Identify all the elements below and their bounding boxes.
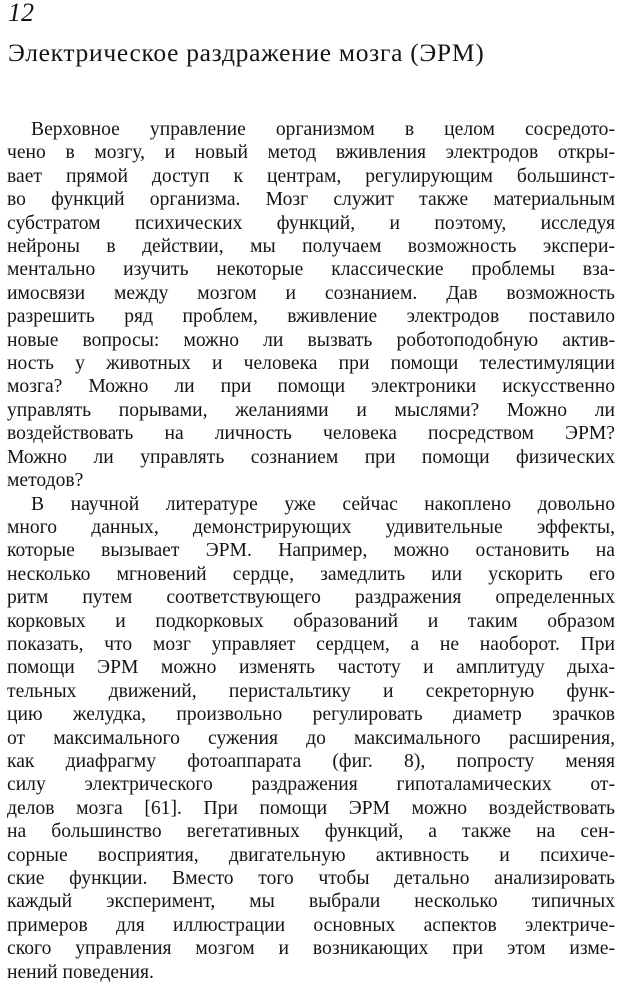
- text-line: во функций организма. Мозг служит также материальным: [7, 188, 615, 211]
- text-line: тельных движений, перистальтику и секреторную функ-: [7, 680, 615, 703]
- text-line: воздействовать на личность человека посредством ЭРМ?: [7, 422, 615, 445]
- text-line: вает прямой доступ к центрам, регулирующим большинст-: [7, 165, 615, 188]
- text-line: сорные восприятия, двигательную активность и психиче-: [7, 844, 615, 867]
- text-line: чено в мозгу, и новый метод вживления электродов откры-: [7, 141, 615, 164]
- text-line: каждый эксперимент, мы выбрали несколько типичных: [7, 890, 615, 913]
- text-line: ность у животных и человека при помощи телестимуляции: [7, 352, 615, 375]
- text-line: много данных, демонстрирующих удивительные эффекты,: [7, 516, 615, 539]
- text-line: ментально изучить некоторые классические проблемы вза-: [7, 258, 615, 281]
- text-line: Верховное управление организмом в целом сосредото-: [7, 118, 615, 141]
- text-line: управлять порывами, желаниями и мыслями? Можно ли: [7, 399, 615, 422]
- text-line: ритм путем соответствующего раздражения определенных: [7, 586, 615, 609]
- section-title: Электрическое раздражение мозга (ЭРМ): [8, 38, 484, 68]
- text-line: делов мозга [61]. При помощи ЭРМ можно воздействовать: [7, 797, 615, 820]
- text-line: разрешить ряд проблем, вживление электродов поставило: [7, 305, 615, 328]
- text-line: новые вопросы: можно ли вызвать роботоподобную актив-: [7, 329, 615, 352]
- text-line: силу электрического раздражения гипоталамических от-: [7, 773, 615, 796]
- text-line: В научной литературе уже сейчас накоплено довольно: [7, 493, 615, 516]
- text-line: ские функции. Вместо того чтобы детально анализировать: [7, 867, 615, 890]
- text-line: цию желудка, произвольно регулировать диаметр зрачков: [7, 703, 615, 726]
- text-line: методов?: [7, 469, 615, 492]
- text-line: от максимального сужения до максимального расширения,: [7, 727, 615, 750]
- page-number: 12: [8, 0, 34, 26]
- text-line: субстратом психических функций, и поэтому, исследуя: [7, 212, 615, 235]
- paragraph-1: [7, 118, 615, 493]
- text-line: ского управления мозгом и возникающих при этом изме-: [7, 937, 615, 960]
- text-line: помощи ЭРМ можно изменять частоту и амплитуду дыха-: [7, 656, 615, 679]
- text-line: нейроны в действии, мы получаем возможность экспери-: [7, 235, 615, 258]
- text-line: несколько мгновений сердце, замедлить или ускорить его: [7, 563, 615, 586]
- text-line: примеров для иллюстрации основных аспектов электриче-: [7, 914, 615, 937]
- body-text: [7, 118, 615, 984]
- text-line: корковых и подкорковых образований и таким образом: [7, 610, 615, 633]
- text-line: которые вызывает ЭРМ. Например, можно остановить на: [7, 539, 615, 562]
- text-line: как диафрагму фотоаппарата (фиг. 8), попросту меняя: [7, 750, 615, 773]
- text-line: имосвязи между мозгом и сознанием. Дав возможность: [7, 282, 615, 305]
- text-line: на большинство вегетативных функций, а также на сен-: [7, 820, 615, 843]
- paragraph-2: [7, 493, 615, 984]
- text-line: показать, что мозг управляет сердцем, а не наоборот. При: [7, 633, 615, 656]
- text-line: нений поведения.: [7, 961, 615, 984]
- text-line: Можно ли управлять сознанием при помощи физических: [7, 446, 615, 469]
- text-line: мозга? Можно ли при помощи электроники искусственно: [7, 375, 615, 398]
